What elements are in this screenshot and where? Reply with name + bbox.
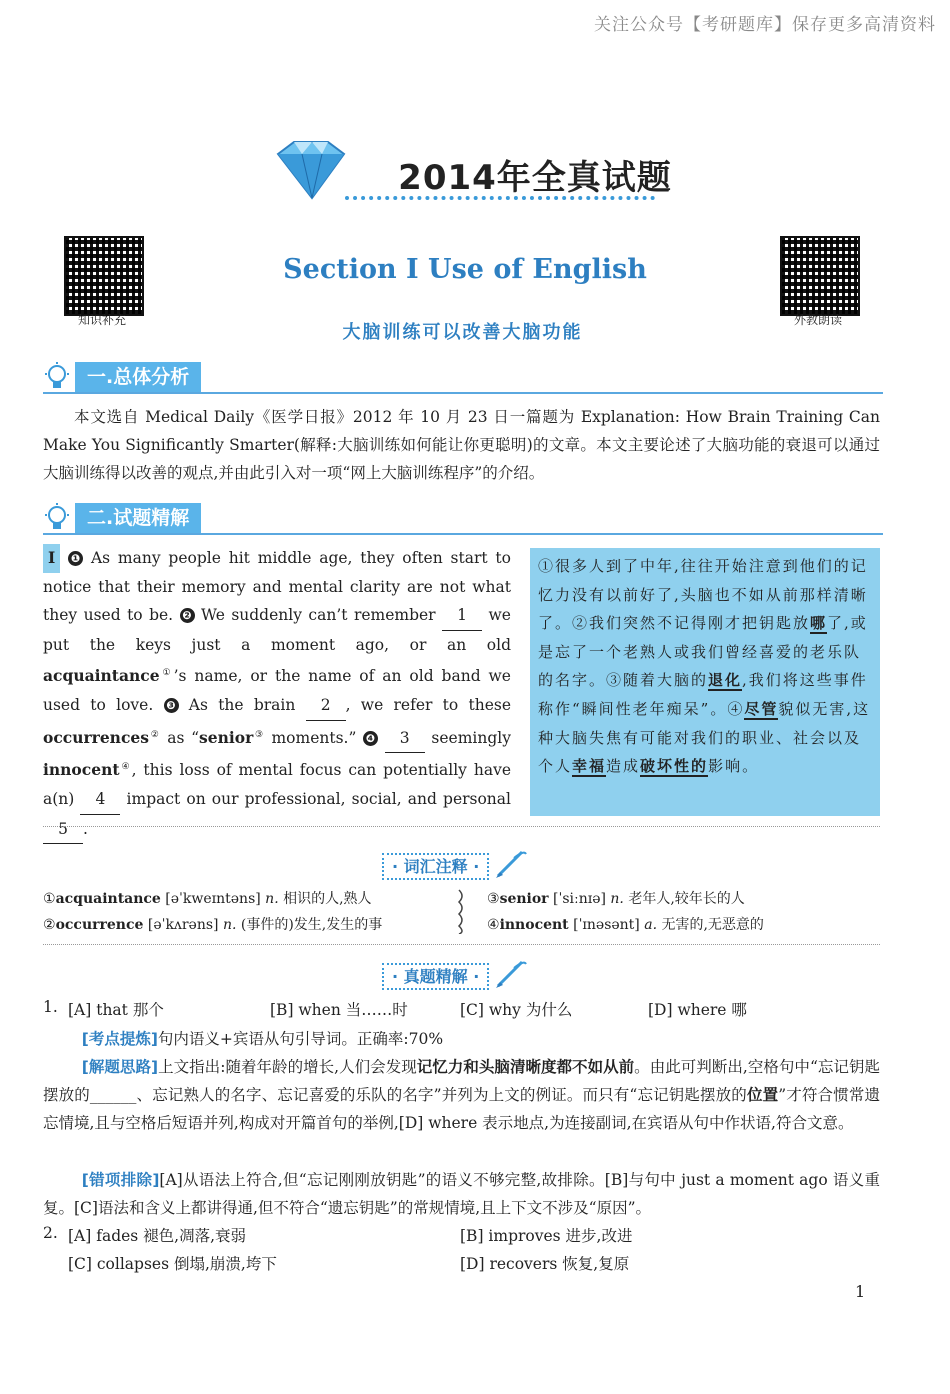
vocab-label: · 词汇注释 · xyxy=(382,853,489,880)
vocab-pos: n. xyxy=(222,917,237,933)
blank-2[interactable]: 2 xyxy=(306,691,346,721)
sentence-text: , we refer to these xyxy=(345,696,511,715)
vocab-word: innocent xyxy=(499,917,569,933)
pen-icon xyxy=(494,958,528,990)
english-passage xyxy=(43,544,511,844)
blank-3[interactable]: 3 xyxy=(385,724,425,754)
option-a[interactable]: [A] that 那个 xyxy=(68,1001,164,1019)
sentence-text: we put the keys just a moment ago, or an old xyxy=(43,606,511,654)
translation-keyword: 哪 xyxy=(810,614,828,633)
sentence-text: , this loss of mental focus can potentially have a(n) xyxy=(43,761,511,809)
vocab-ipa: [əˈkweɪntəns] xyxy=(165,891,261,907)
reasoning-emphasis: 记忆力和头脑清晰度都不如从前 xyxy=(416,1057,635,1076)
paragraph-marker: Ⅰ xyxy=(43,544,60,573)
vocab-ref: ② xyxy=(148,729,161,740)
key-point-text: 句内语义+宾语从句引导词。正确率:70% xyxy=(157,1030,444,1048)
vocab-pos: n. xyxy=(610,891,624,907)
section-title: Section Ⅰ Use of English xyxy=(283,254,647,285)
vocab-entry xyxy=(43,888,372,908)
vocab-entry xyxy=(43,914,382,934)
pen-icon xyxy=(494,848,528,880)
vocab-pos: n. xyxy=(265,891,279,907)
key-point-tag: [考点提炼] xyxy=(81,1030,158,1048)
distractor-tag: [错项排除] xyxy=(81,1171,160,1189)
option-d[interactable]: [D] recovers 恢复,复原 xyxy=(460,1255,630,1273)
vocab-ipa: [ˈɪnəsənt] xyxy=(573,917,640,933)
article-subtitle: 大脑训练可以改善大脑功能 xyxy=(342,322,583,343)
heading-analysis-label: 二.试题精解 xyxy=(75,503,201,533)
qr-left-label: 知识补充 xyxy=(77,313,126,327)
vocab-ref: ③ xyxy=(253,729,265,740)
vocab-entry xyxy=(487,914,764,934)
vocab-ipa: [əˈkʌrəns] xyxy=(147,917,219,933)
answer-heading xyxy=(382,958,528,990)
sentence-text: . xyxy=(83,819,88,838)
sentence-text: ’s name, or the name of an old band we used to love. xyxy=(43,667,511,715)
qr-right-label: 外教朗读 xyxy=(793,313,842,327)
vocab-num: ④ xyxy=(487,917,500,933)
translation-text: 影响。 xyxy=(708,757,760,776)
vocab-pos: a. xyxy=(644,917,658,933)
solution-reasoning xyxy=(43,1053,880,1137)
vocab-heading xyxy=(382,848,528,880)
heading-analysis xyxy=(43,503,883,535)
vocab-word: occurrence xyxy=(55,917,144,933)
question-number: 1. xyxy=(43,998,58,1016)
page-number: 1 xyxy=(855,1282,866,1301)
reasoning-text: 上文指出:随着年龄的增长,人们会发现 xyxy=(158,1058,417,1076)
option-c[interactable]: [C] why 为什么 xyxy=(460,1001,573,1019)
vocab-word: innocent xyxy=(43,760,120,780)
lightbulb-icon xyxy=(43,362,71,392)
option-b[interactable]: [B] when 当……时 xyxy=(270,1001,408,1019)
blank-5[interactable]: 5 xyxy=(43,815,83,845)
vocab-meaning: 老年人,较年长的人 xyxy=(628,891,745,907)
sentence-marker: ❶ xyxy=(68,551,83,566)
vocab-ref: ① xyxy=(159,668,174,679)
divider xyxy=(43,944,880,945)
vocab-num: ① xyxy=(43,891,56,907)
vocab-num: ② xyxy=(43,917,56,933)
translation-keyword: 破坏性的 xyxy=(640,757,709,776)
divider xyxy=(43,826,880,827)
translation-box xyxy=(530,548,880,816)
title-underline xyxy=(345,196,655,200)
translation-text: 貌似无害,这种大脑失焦有可能对我们的职业、社会以及个人 xyxy=(538,699,871,776)
heading-overview-label: 一.总体分析 xyxy=(75,362,201,392)
key-point xyxy=(43,1025,880,1053)
reasoning-text: ”才符合惯常遗忘情境,且与空格后短语并列,构成对开篇首句的举例,[D] where 表示地点,为连接副词,在宾语从句中作状语,符合文意。 xyxy=(43,1086,880,1132)
overview-paragraph: 本文选自 Medical Daily《医学日报》2012 年 10 月 23 日一篇题为 Explanation: How Brain Training Can Make You Significantly Smarter(解释:大脑训练如何能让你更聪明)的文章。本文主要论述了大脑功能的衰退可以通过大脑训练得以改善的观点,并由此引入对一项“网上大脑训练程序”的介绍。 xyxy=(43,408,880,482)
sentence-text: as “ xyxy=(167,728,199,747)
page-title: 2014年全真试题 xyxy=(398,158,672,198)
sentence-marker: ❸ xyxy=(164,698,179,713)
brace-divider-icon xyxy=(455,888,469,934)
translation-text: 造成 xyxy=(606,757,641,776)
sentence-text: seemingly xyxy=(431,728,511,747)
translation-keyword: 尽管 xyxy=(744,699,779,718)
vocab-word: senior xyxy=(199,727,254,747)
sentence-text: As the brain xyxy=(188,696,296,715)
sentence-text: As many people hit middle age, they often start to notice that their memory and mental clarity are not what they used to be. xyxy=(43,549,511,625)
lightbulb-icon xyxy=(43,503,71,533)
distractor-analysis xyxy=(43,1166,880,1222)
translation-text: ,我们将这些事件称作“瞬间性老年痴呆”。④ xyxy=(538,671,868,718)
option-d[interactable]: [D] where 哪 xyxy=(648,1001,747,1019)
vocab-word: acquaintance xyxy=(43,666,160,686)
vocab-word: senior xyxy=(499,891,549,907)
distractor-text: [A]从语法上符合,但“忘记刚刚放钥匙”的语义不够完整,故排除。[B]与句中 just a moment ago 语义重复。[C]语法和含义上都讲得通,但不符合“遗忘钥匙”的常规情境,且上下文不涉及“原因”。 xyxy=(43,1171,880,1217)
question-number: 2. xyxy=(43,1224,58,1242)
heading-overview xyxy=(43,362,883,394)
sentence-marker: ❹ xyxy=(363,731,378,746)
vocab-ipa: [ˈsiːnɪə] xyxy=(553,891,606,907)
sentence-marker: ❷ xyxy=(180,608,195,623)
sentence-text: impact on our professional, social, and personal xyxy=(126,790,511,809)
option-b[interactable]: [B] improves 进步,改进 xyxy=(460,1227,633,1245)
translation-text: 了,或是忘了一个老熟人或我们曾经喜爱的老乐队的名字。③随着大脑的 xyxy=(538,614,868,690)
vocab-meaning: 相识的人,熟人 xyxy=(283,891,372,907)
option-c[interactable]: [C] collapses 倒塌,崩溃,垮下 xyxy=(68,1255,277,1273)
vocab-entry xyxy=(487,888,745,908)
vocab-meaning: 无害的,无恶意的 xyxy=(661,917,764,933)
vocab-num: ③ xyxy=(487,891,500,907)
translation-keyword: 退化 xyxy=(708,671,743,690)
translation-keyword: 幸福 xyxy=(572,757,607,776)
sentence-text: We suddenly can’t remember xyxy=(201,606,436,625)
watermark: 关注公众号【考研题库】保存更多高清资料 xyxy=(594,15,936,35)
blank-4[interactable]: 4 xyxy=(80,785,120,815)
option-a[interactable]: [A] fades 褪色,凋落,衰弱 xyxy=(68,1227,247,1245)
sentence-text: moments.” xyxy=(271,728,357,747)
reasoning-tag: [解题思路] xyxy=(81,1058,159,1076)
vocab-meaning: (事件的)发生,发生的事 xyxy=(240,917,383,933)
reasoning-emphasis: 位置 xyxy=(746,1085,779,1104)
translation-text: ①很多人到了中年,往往开始注意到他们的记忆力没有以前好了,头脑也不如从前那样清晰了。②我们突然不记得刚才把钥匙放 xyxy=(538,557,868,633)
vocab-word: acquaintance xyxy=(55,891,161,907)
reasoning-text: 。由此可判断出,空格句中“忘记钥匙摆放的______、忘记熟人的名字、忘记喜爱的乐队的名字”并列为上文的例证。而只有“忘记钥匙摆放的 xyxy=(43,1058,880,1104)
answer-label: · 真题精解 · xyxy=(382,963,489,990)
blank-1[interactable]: 1 xyxy=(442,601,482,631)
vocab-ref: ④ xyxy=(119,762,132,773)
vocab-word: occurrences xyxy=(43,727,149,747)
